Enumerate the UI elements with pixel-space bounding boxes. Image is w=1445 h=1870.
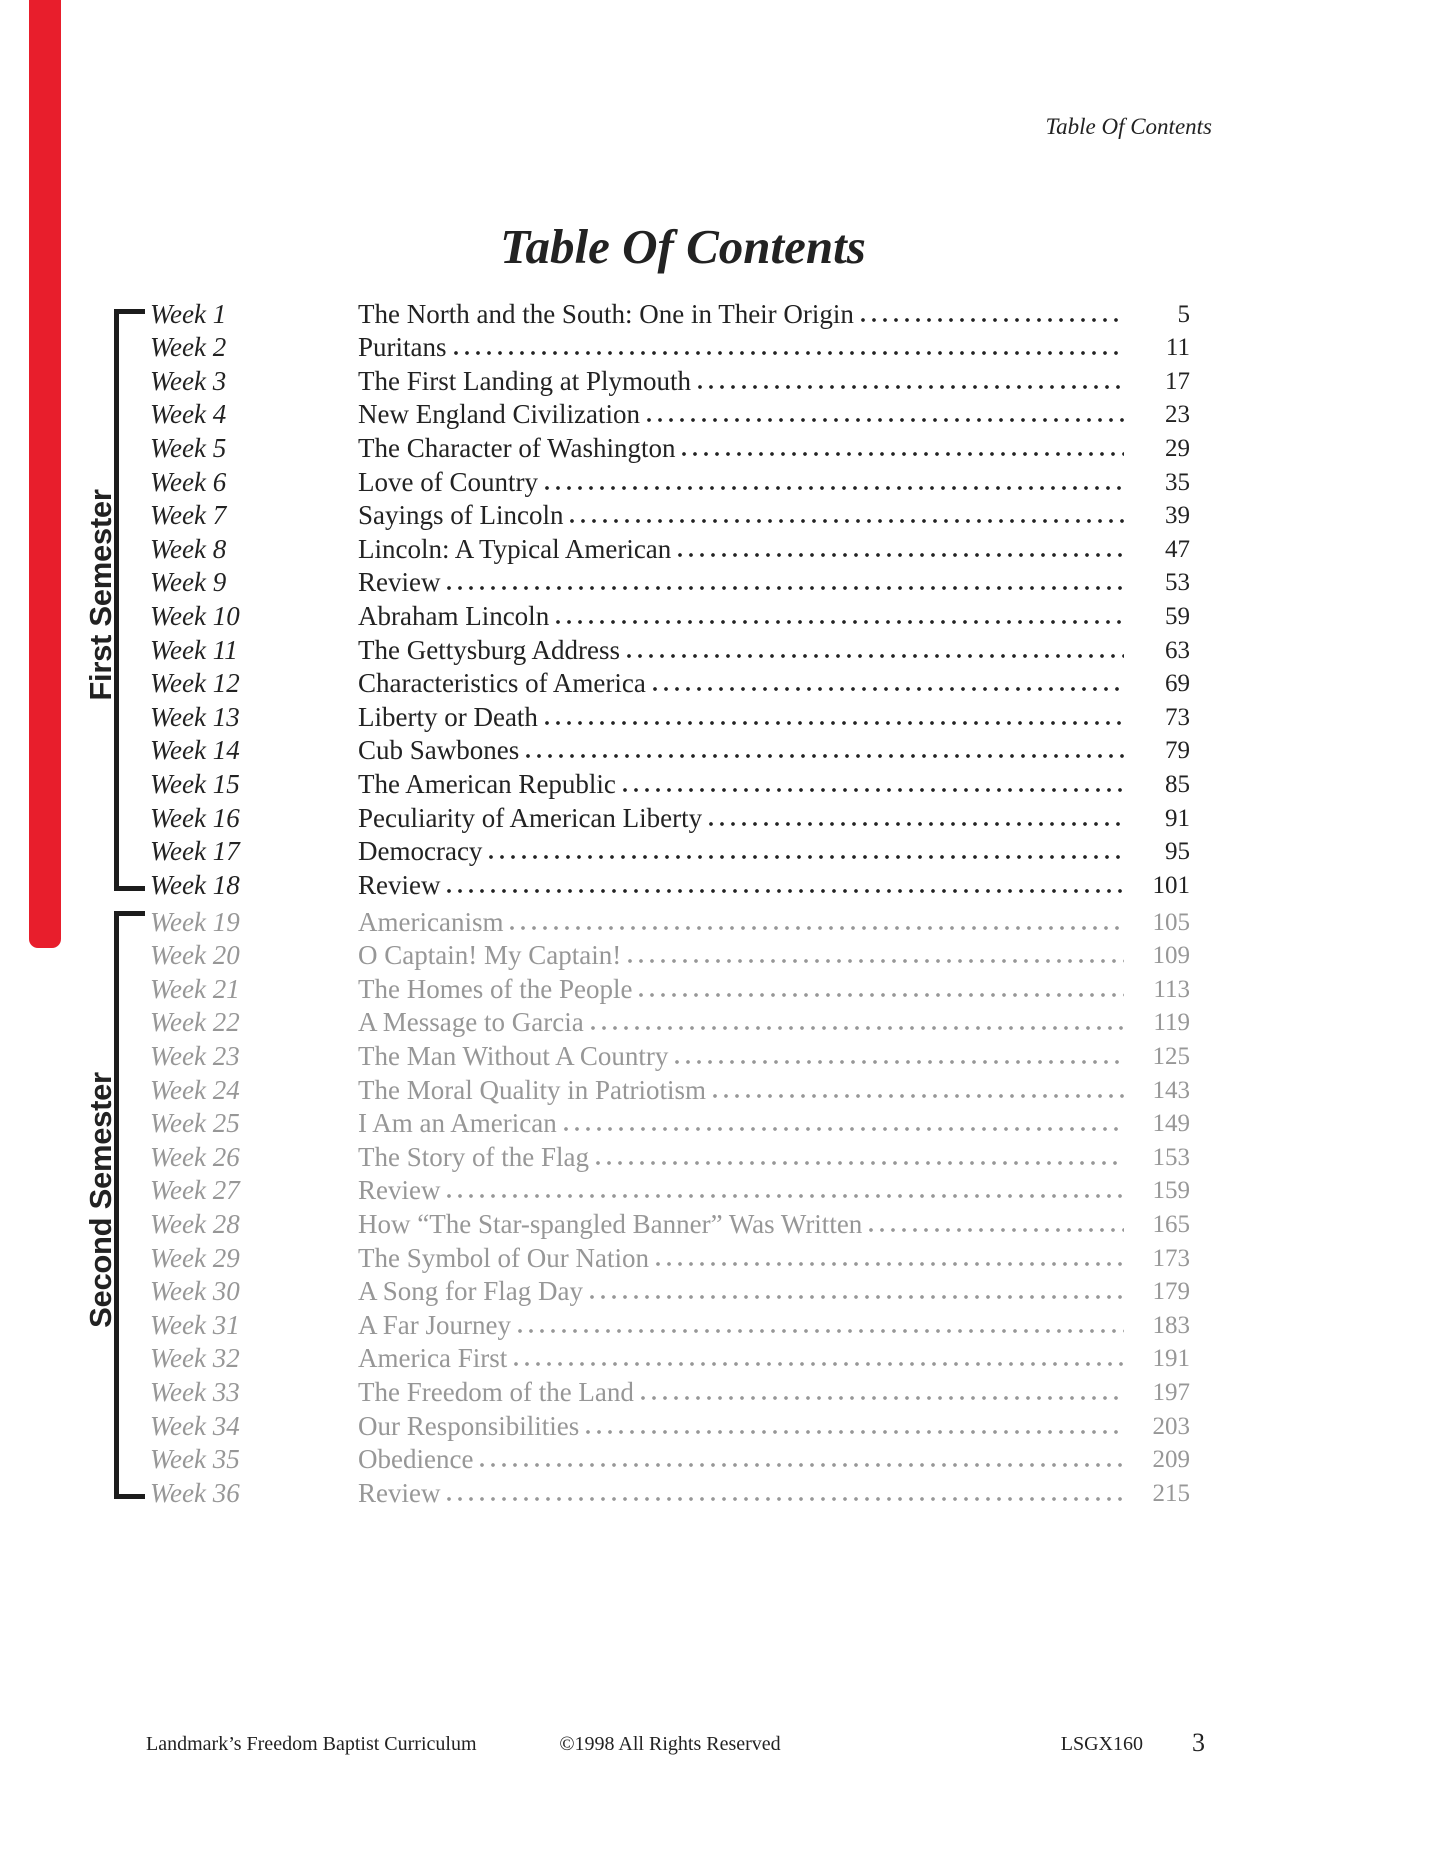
page-number: 165 [1152, 1210, 1190, 1238]
week-label: Week 34 [150, 1410, 240, 1441]
second-semester-entries [150, 904, 1190, 1509]
toc-row [150, 397, 1190, 431]
page-number: 215 [1152, 1479, 1190, 1507]
dot-leader [628, 959, 1124, 963]
entry-title: The American Republic [358, 768, 616, 799]
week-label: Week 10 [150, 600, 240, 631]
week-label: Week 14 [150, 735, 240, 766]
week-label: Week 18 [150, 869, 240, 900]
dot-leader [447, 586, 1124, 590]
page-number: 143 [1152, 1076, 1190, 1104]
week-label: Week 20 [150, 940, 240, 971]
week-label: Week 28 [150, 1208, 240, 1239]
page-number: 191 [1152, 1345, 1190, 1373]
toc-row [150, 598, 1190, 632]
week-label: Week 16 [150, 802, 240, 833]
toc-row [150, 666, 1190, 700]
toc-row [150, 464, 1190, 498]
entry-title: The First Landing at Plymouth [358, 365, 691, 396]
page-number: 35 [1165, 468, 1190, 496]
week-label: Week 22 [150, 1007, 240, 1038]
entry-title: New England Civilization [358, 399, 640, 430]
dot-leader [454, 351, 1124, 355]
dot-leader [653, 687, 1124, 691]
dot-leader [675, 1060, 1124, 1064]
running-header: Table Of Contents [1045, 114, 1212, 139]
entry-title: O Captain! My Captain! [358, 940, 622, 971]
dot-leader [556, 620, 1124, 624]
page-number: 91 [1165, 804, 1190, 832]
toc-row [150, 1173, 1190, 1207]
week-label: Week 33 [150, 1376, 240, 1407]
footer-publisher: Landmark’s Freedom Baptist Curriculum [146, 1733, 477, 1755]
entry-title: A Song for Flag Day [358, 1276, 583, 1307]
entry-title: Our Responsibilities [358, 1410, 580, 1441]
footer-copyright: ©1998 All Rights Reserved [559, 1733, 781, 1755]
week-label: Week 9 [150, 567, 227, 598]
toc-row [150, 1442, 1190, 1476]
page-number: 73 [1165, 703, 1190, 731]
toc-row [150, 1408, 1190, 1442]
toc-row [150, 430, 1190, 464]
dot-leader [869, 1228, 1124, 1232]
entry-title: Peculiarity of American Liberty [358, 802, 703, 833]
toc-row [150, 971, 1190, 1005]
entry-title: The Character of Washington [358, 432, 676, 463]
entry-title: Review [358, 869, 441, 900]
page-number: 47 [1165, 535, 1190, 563]
toc-row [150, 1106, 1190, 1140]
week-label: Week 25 [150, 1108, 240, 1139]
entry-title: Americanism [358, 906, 504, 937]
toc-row [150, 1274, 1190, 1308]
toc-row [150, 296, 1190, 330]
dot-leader [656, 1262, 1124, 1266]
toc-row [150, 800, 1190, 834]
dot-leader [510, 926, 1124, 930]
entry-title: Characteristics of America [358, 668, 646, 699]
week-label: Week 4 [150, 399, 227, 430]
dot-leader [545, 721, 1124, 725]
page-number: 183 [1152, 1311, 1190, 1339]
week-label: Week 3 [150, 365, 227, 396]
page-number: 101 [1152, 871, 1190, 899]
dot-leader [678, 553, 1124, 557]
page-number: 29 [1165, 434, 1190, 462]
dot-leader [447, 1497, 1124, 1501]
page-number: 173 [1152, 1244, 1190, 1272]
toc-row [150, 330, 1190, 364]
entry-title: Love of Country [358, 466, 538, 497]
page-number: 5 [1177, 300, 1190, 328]
page-number: 209 [1152, 1446, 1190, 1474]
week-label: Week 30 [150, 1276, 240, 1307]
entry-title: The Man Without A Country [358, 1040, 669, 1071]
page-number: 119 [1153, 1009, 1190, 1037]
dot-leader [596, 1161, 1124, 1165]
dot-leader [713, 1094, 1124, 1098]
page-number: 23 [1165, 401, 1190, 429]
page-number: 159 [1152, 1177, 1190, 1205]
first-semester-label: First Semester [83, 489, 118, 701]
toc-row [150, 1341, 1190, 1375]
dot-leader [480, 1463, 1124, 1467]
entry-title: Liberty or Death [358, 701, 538, 732]
dot-leader [682, 452, 1124, 456]
toc-row [150, 938, 1190, 972]
page-number: 17 [1165, 367, 1190, 395]
toc-row [150, 531, 1190, 565]
dot-leader [698, 385, 1124, 389]
dot-leader [564, 1127, 1124, 1131]
dot-leader [545, 486, 1124, 490]
dot-leader [627, 654, 1124, 658]
page-number: 79 [1165, 737, 1190, 765]
entry-title: The Story of the Flag [358, 1141, 589, 1172]
entry-title: The Freedom of the Land [358, 1376, 634, 1407]
week-label: Week 31 [150, 1309, 240, 1340]
page-number: 39 [1165, 502, 1190, 530]
toc-row [150, 867, 1190, 901]
toc-row [150, 1072, 1190, 1106]
toc-row [150, 1206, 1190, 1240]
toc-row [150, 699, 1190, 733]
week-label: Week 32 [150, 1343, 240, 1374]
dot-leader [447, 1194, 1124, 1198]
dot-leader [709, 822, 1124, 826]
page-number: 113 [1153, 975, 1190, 1003]
toc-row [150, 565, 1190, 599]
week-label: Week 36 [150, 1477, 240, 1508]
entry-title: Sayings of Lincoln [358, 500, 564, 531]
toc-row [150, 1038, 1190, 1072]
toc-row [150, 1475, 1190, 1509]
toc-row [150, 904, 1190, 938]
page-number: 95 [1165, 838, 1190, 866]
entry-title: The North and the South: One in Their Origin [358, 298, 854, 329]
entry-title: A Message to Garcia [358, 1007, 584, 1038]
week-label: Week 12 [150, 668, 240, 699]
week-label: Week 17 [150, 836, 240, 867]
toc-row [150, 363, 1190, 397]
dot-leader [641, 1396, 1124, 1400]
entry-title: How “The Star-spangled Banner” Was Written [358, 1208, 863, 1239]
week-label: Week 29 [150, 1242, 240, 1273]
page-number: 149 [1152, 1110, 1190, 1138]
footer-page-number: 3 [1192, 1728, 1205, 1757]
second-semester-bracket [114, 911, 145, 1499]
page-number: 53 [1165, 569, 1190, 597]
week-label: Week 21 [150, 973, 240, 1004]
entry-title: The Symbol of Our Nation [358, 1242, 649, 1273]
dot-leader [623, 788, 1124, 792]
page-number: 69 [1165, 670, 1190, 698]
entry-title: Review [358, 567, 441, 598]
entry-title: A Far Journey [358, 1309, 511, 1340]
page-number: 203 [1152, 1412, 1190, 1440]
toc-row [150, 766, 1190, 800]
page-number: 153 [1152, 1143, 1190, 1171]
week-label: Week 19 [150, 906, 240, 937]
entry-title: Cub Sawbones [358, 735, 520, 766]
entry-title: Lincoln: A Typical American [358, 533, 672, 564]
dot-leader [590, 1295, 1124, 1299]
entry-title: Review [358, 1477, 441, 1508]
dot-leader [647, 418, 1124, 422]
week-label: Week 23 [150, 1040, 240, 1071]
page-number: 197 [1152, 1378, 1190, 1406]
entry-title: I Am an American [358, 1108, 557, 1139]
toc-row [150, 1307, 1190, 1341]
dot-leader [447, 889, 1124, 893]
entry-title: Abraham Lincoln [358, 600, 550, 631]
entry-title: The Gettysburg Address [358, 634, 620, 665]
week-label: Week 13 [150, 701, 240, 732]
page-number: 105 [1152, 908, 1190, 936]
page-number: 179 [1152, 1278, 1190, 1306]
toc-row [150, 1139, 1190, 1173]
second-semester-label: Second Semester [83, 1072, 118, 1328]
page-number: 109 [1152, 942, 1190, 970]
dot-leader [639, 993, 1124, 997]
dot-leader [570, 519, 1124, 523]
dot-leader [586, 1430, 1124, 1434]
toc-row [150, 834, 1190, 868]
toc-row [150, 632, 1190, 666]
week-label: Week 11 [150, 634, 238, 665]
page-number: 85 [1165, 770, 1190, 798]
entry-title: Puritans [358, 332, 447, 363]
entry-title: Review [358, 1175, 441, 1206]
dot-leader [526, 754, 1124, 758]
entry-title: The Moral Quality in Patriotism [358, 1074, 706, 1105]
week-label: Week 1 [150, 298, 227, 329]
dot-leader [514, 1362, 1124, 1366]
week-label: Week 35 [150, 1444, 240, 1475]
week-label: Week 8 [150, 533, 227, 564]
toc-row [150, 733, 1190, 767]
entry-title: The Homes of the People [358, 973, 633, 1004]
page-number: 59 [1165, 602, 1190, 630]
first-semester-entries [150, 296, 1190, 901]
week-label: Week 15 [150, 768, 240, 799]
page-number: 125 [1152, 1042, 1190, 1070]
week-label: Week 2 [150, 332, 227, 363]
entry-title: Obedience [358, 1444, 474, 1475]
toc-row [150, 498, 1190, 532]
red-spine-stripe [29, 0, 61, 948]
entry-title: America First [358, 1343, 508, 1374]
week-label: Week 26 [150, 1141, 240, 1172]
first-semester-bracket [114, 309, 145, 891]
toc-row [150, 1240, 1190, 1274]
toc-row [150, 1005, 1190, 1039]
dot-leader [518, 1329, 1124, 1333]
page-number: 63 [1165, 636, 1190, 664]
week-label: Week 27 [150, 1175, 240, 1206]
week-label: Week 5 [150, 432, 227, 463]
week-label: Week 7 [150, 500, 227, 531]
dot-leader [591, 1026, 1124, 1030]
toc-row [150, 1374, 1190, 1408]
week-label: Week 24 [150, 1074, 240, 1105]
entry-title: Democracy [358, 836, 483, 867]
dot-leader [861, 318, 1124, 322]
page-number: 11 [1165, 334, 1190, 362]
footer-catalog-code: LSGX160 [1060, 1733, 1143, 1755]
dot-leader [489, 855, 1124, 859]
week-label: Week 6 [150, 466, 227, 497]
page-title: Table Of Contents [500, 219, 866, 274]
